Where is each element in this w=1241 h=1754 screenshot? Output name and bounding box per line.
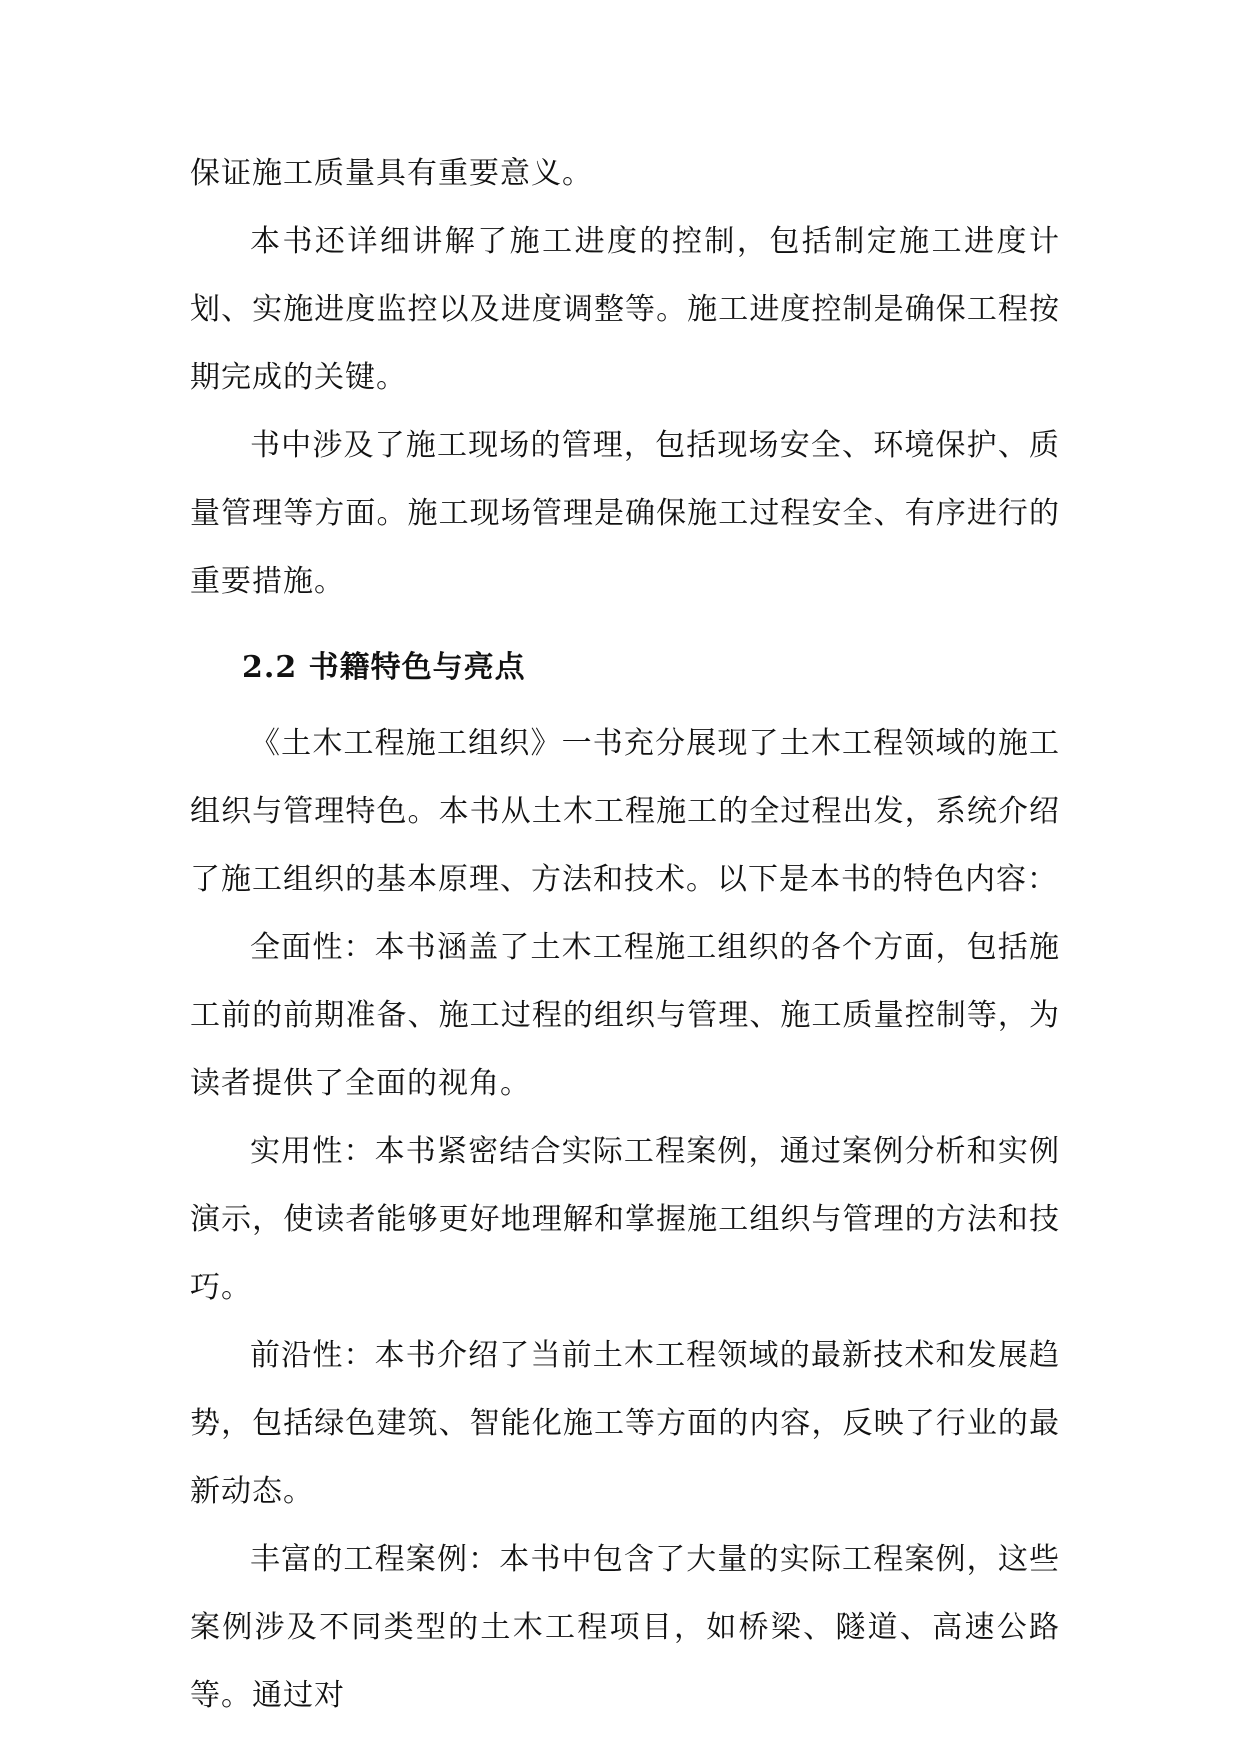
paragraph-comprehensiveness: 全面性：本书涵盖了土木工程施工组织的各个方面，包括施工前的前期准备、施工过程的组织与管理、施工质量控制等，为读者提供了全面的视角。 [190,930,1060,1101]
paragraph-site-management: 书中涉及了施工现场的管理，包括现场安全、环境保护、质量管理等方面。施工现场管理是确保施工过程安全、有序进行的重要措施。 [190,428,1060,599]
paragraph-frontier: 前沿性：本书介绍了当前土木工程领域的最新技术和发展趋势，包括绿色建筑、智能化施工等方面的内容，反映了行业的最新动态。 [190,1338,1060,1509]
paragraph-continuation: 保证施工质量具有重要意义。 [190,156,593,191]
document-page [190,140,1060,1730]
paragraph-practicality: 实用性：本书紧密结合实际工程案例，通过案例分析和实例演示，使读者能够更好地理解和掌握施工组织与管理的方法和技巧。 [190,1134,1060,1305]
paragraph-schedule-control: 本书还详细讲解了施工进度的控制，包括制定施工进度计划、实施进度监控以及进度调整等。施工进度控制是确保工程按期完成的关键。 [190,224,1060,395]
paragraph-case-studies: 丰富的工程案例：本书中包含了大量的实际工程案例，这些案例涉及不同类型的土木工程项目，如桥梁、隧道、高速公路等。通过对 [190,1542,1060,1713]
paragraph-book-intro: 《土木工程施工组织》一书充分展现了土木工程领域的施工组织与管理特色。本书从土木工程施工的全过程出发，系统介绍了施工组织的基本原理、方法和技术。以下是本书的特色内容： [190,726,1060,897]
section-heading: 2.2 书籍特色与亮点 [242,650,526,685]
